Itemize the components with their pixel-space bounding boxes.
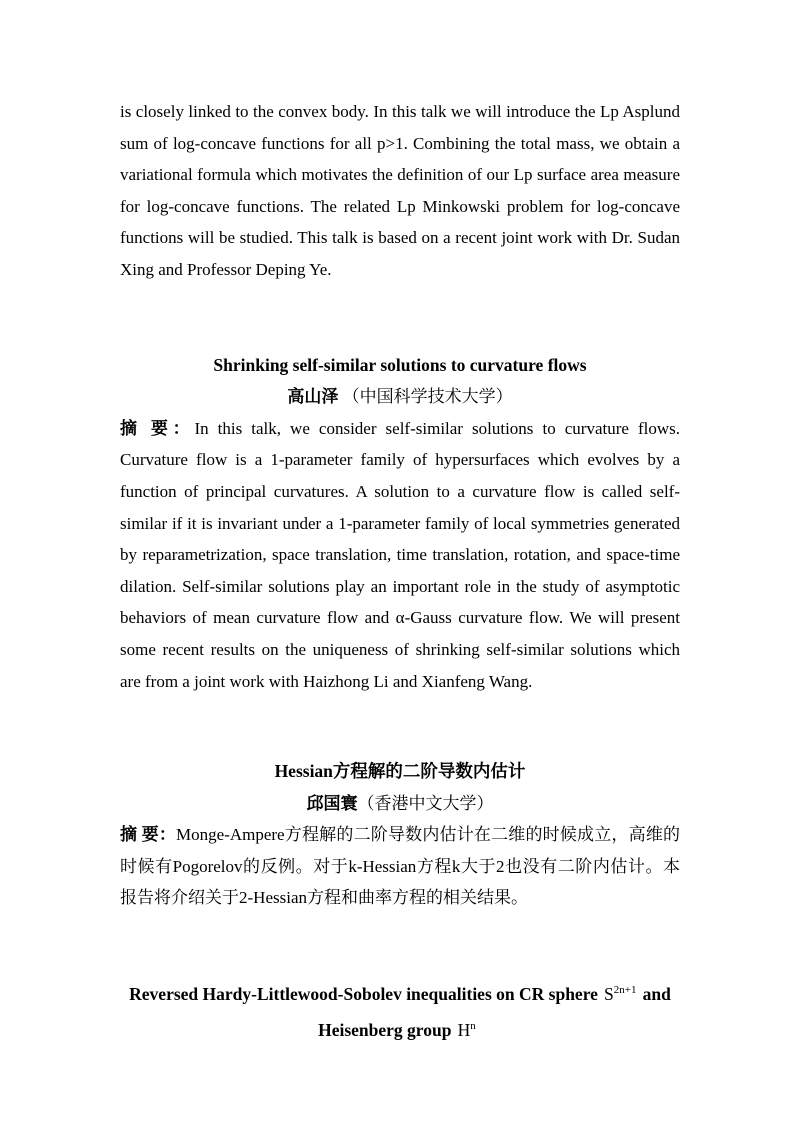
talk-section-rhls <box>120 976 680 1048</box>
abstract-text: Monge-Ampere方程解的二阶导数内估计在二维的时候成立，高维的时候有Pogorelov的反例。对于k-Hessian方程k大于2也没有二阶内估计。本报告将介绍关于2-Hessian方程和曲率方程的相关结果。 <box>120 825 681 908</box>
abstract-text: In this talk, we consider self-similar solutions to curvature flows. Curvature flow is a 1-parameter family of hypersurfaces which evolves by a function of principal curvatures. A solution to a curvature flow is called self-similar if it is invariant under a 1-parameter family of local symmetries generated by reparametrization, space translation, time translation, rotation, and space-time dilation. Self-similar solutions play an important role in the study of asymptotic behaviors of mean curvature flow and α-Gauss curvature flow. We will present some recent results on the uniqueness of shrinking self-similar solutions which are from a joint work with Haizhong Li and Xianfeng Wang. <box>120 418 680 691</box>
abstract-paragraph <box>120 819 680 914</box>
title-line-2 <box>120 1012 680 1048</box>
abstract-label: 摘 要： <box>120 825 177 845</box>
cr-sphere-symbol: $S^{2n+1}$ <box>604 984 637 1005</box>
author-affiliation: （香港中文大学） <box>357 793 494 813</box>
author-name: 高山泽 <box>287 387 339 407</box>
author-line <box>120 788 680 820</box>
abstract-paragraph <box>120 413 680 697</box>
title-text: Heisenberg group <box>318 1020 452 1041</box>
heisenberg-group-symbol: $H^n$ <box>457 1020 476 1041</box>
intro-paragraph: is closely linked to the convex body. In this talk we will introduce the Lp Asplund sum of log-concave functions for all p>1. Combining the total mass, we obtain a variational formula which motivates the definition of our Lp surface area measure for log-concave functions. The related Lp Minkowski problem for log-concave functions will be studied. This talk is based on a recent joint work with Dr. Sudan Xing and Professor Deping Ye. <box>120 102 680 279</box>
title-text: Reversed Hardy-Littlewood-Sobolev inequalities on CR sphere <box>129 984 598 1005</box>
author-affiliation: （中国科学技术大学） <box>342 387 513 407</box>
talk-section-hessian <box>120 756 680 914</box>
author-name: 邱国寰 <box>306 793 358 813</box>
talk-section-curvature-flows <box>120 350 680 698</box>
talk-title-curvature-flows: Shrinking self-similar solutions to curvature flows <box>213 354 587 375</box>
talk-title-rhls <box>120 976 680 1048</box>
title-conjunction: and <box>642 984 671 1005</box>
talk-title-hessian: Hessian方程解的二阶导数内估计 <box>274 761 526 782</box>
title-line-1 <box>120 976 680 1012</box>
abstract-label: 摘 要： <box>120 418 195 438</box>
author-line <box>120 381 680 413</box>
